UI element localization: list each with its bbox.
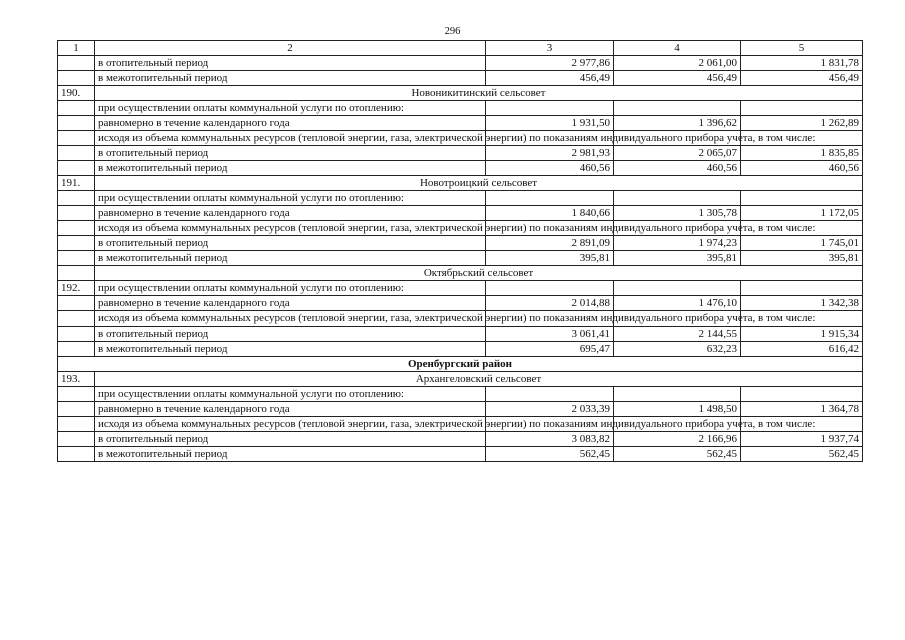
value-col-5: 1 745,01: [741, 236, 863, 251]
table-row: [58, 296, 863, 311]
value-col-5: [741, 281, 863, 296]
value-col-4: 1 305,78: [614, 206, 741, 221]
value-col-4: [614, 101, 741, 116]
row-label: равномерно в течение календарного года: [95, 401, 486, 416]
value-col-3: [486, 281, 614, 296]
value-col-4: 632,23: [614, 341, 741, 356]
value-col-5: 456,49: [741, 71, 863, 86]
row-index: [58, 221, 95, 236]
row-index: [58, 251, 95, 266]
row-label: при осуществлении оплаты коммунальной услуги по отоплению:: [95, 191, 486, 206]
value-col-5: 616,42: [741, 341, 863, 356]
value-col-3: 2 981,93: [486, 146, 614, 161]
row-label: при осуществлении оплаты коммунальной услуги по отоплению:: [95, 281, 486, 296]
table-row: [58, 326, 863, 341]
table-row: [58, 386, 863, 401]
value-col-4: 562,45: [614, 446, 741, 461]
section-title: Новоникитинский сельсовет: [95, 86, 863, 101]
value-col-5: 1 831,78: [741, 56, 863, 71]
table-row: [58, 416, 863, 431]
value-col-4: 1 396,62: [614, 116, 741, 131]
row-label: в межотопительный период: [95, 341, 486, 356]
header-col-4: 4: [614, 41, 741, 56]
row-label: в отопительный период: [95, 326, 486, 341]
value-col-5: 1 364,78: [741, 401, 863, 416]
row-index: [58, 386, 95, 401]
value-col-4: 2 144,55: [614, 326, 741, 341]
row-index: [58, 146, 95, 161]
table-row: [58, 146, 863, 161]
row-index: [58, 296, 95, 311]
row-index: [58, 431, 95, 446]
row-index: [58, 191, 95, 206]
row-label: равномерно в течение календарного года: [95, 206, 486, 221]
row-label: в межотопительный период: [95, 161, 486, 176]
value-col-4: 395,81: [614, 251, 741, 266]
section-index: 193.: [58, 371, 95, 386]
table-row: [58, 71, 863, 86]
row-label: равномерно в течение календарного года: [95, 116, 486, 131]
table-row: [58, 131, 863, 146]
row-index: 192.: [58, 281, 95, 296]
header-col-5: 5: [741, 41, 863, 56]
value-col-5: 1 937,74: [741, 431, 863, 446]
value-col-5: 1 262,89: [741, 116, 863, 131]
value-col-3: 456,49: [486, 71, 614, 86]
value-col-3: [486, 101, 614, 116]
table-row: [58, 206, 863, 221]
value-col-5: [741, 191, 863, 206]
header-col-1: 1: [58, 41, 95, 56]
row-label: в межотопительный период: [95, 71, 486, 86]
value-col-3: 395,81: [486, 251, 614, 266]
row-label: в межотопительный период: [95, 446, 486, 461]
value-col-4: 1 974,23: [614, 236, 741, 251]
section-title: Архангеловский сельсовет: [95, 371, 863, 386]
row-index: [58, 311, 95, 326]
table-row: [58, 221, 863, 236]
table-body: [58, 41, 863, 462]
row-index: [58, 131, 95, 146]
value-col-5: 1 835,85: [741, 146, 863, 161]
row-index: [58, 101, 95, 116]
row-index: [58, 56, 95, 71]
section-row: [58, 86, 863, 101]
row-label: исходя из объема коммунальных ресурсов (тепловой энергии, газа, электрической энергии) по показаниям индивидуального прибора учета, в том числе:: [95, 416, 486, 431]
district-title: Оренбургский район: [58, 356, 863, 371]
value-col-4: 460,56: [614, 161, 741, 176]
value-col-5: [741, 386, 863, 401]
row-label: исходя из объема коммунальных ресурсов (тепловой энергии, газа, электрической энергии) по показаниям индивидуального прибора учета, в том числе:: [95, 131, 486, 146]
value-col-5: [741, 101, 863, 116]
table-row: [58, 431, 863, 446]
row-index: [58, 401, 95, 416]
value-col-3: 2 891,09: [486, 236, 614, 251]
value-col-3: 3 061,41: [486, 326, 614, 341]
row-index: [58, 116, 95, 131]
row-label: в отопительный период: [95, 146, 486, 161]
value-col-4: [614, 191, 741, 206]
row-index: [58, 341, 95, 356]
table-row: [58, 341, 863, 356]
section-row: [58, 371, 863, 386]
value-col-3: 2 977,86: [486, 56, 614, 71]
section-index: 191.: [58, 176, 95, 191]
row-index: [58, 236, 95, 251]
value-col-3: 460,56: [486, 161, 614, 176]
section-index: 190.: [58, 86, 95, 101]
row-index: [58, 206, 95, 221]
row-label: при осуществлении оплаты коммунальной услуги по отоплению:: [95, 101, 486, 116]
value-col-4: 2 061,00: [614, 56, 741, 71]
section-title: Новотроицкий сельсовет: [95, 176, 863, 191]
value-col-3: 1 840,66: [486, 206, 614, 221]
table-row: [58, 281, 863, 296]
value-col-4: 1 476,10: [614, 296, 741, 311]
table-row: [58, 401, 863, 416]
value-col-3: 2 014,88: [486, 296, 614, 311]
value-col-5: 460,56: [741, 161, 863, 176]
table-row: [58, 446, 863, 461]
row-label: исходя из объема коммунальных ресурсов (тепловой энергии, газа, электрической энергии) по показаниям индивидуального прибора учета, в том числе:: [95, 221, 486, 236]
value-col-3: 695,47: [486, 341, 614, 356]
row-index: [58, 71, 95, 86]
table-row: [58, 311, 863, 326]
table-row: [58, 236, 863, 251]
page-number: 296: [444, 26, 461, 37]
section-index: [58, 266, 95, 281]
row-label: в отопительный период: [95, 431, 486, 446]
value-col-5: 1 915,34: [741, 326, 863, 341]
tariff-table: [57, 40, 863, 462]
value-col-4: [614, 386, 741, 401]
section-row: [58, 266, 863, 281]
header-row: [58, 41, 863, 56]
section-row: [58, 176, 863, 191]
value-col-4: 456,49: [614, 71, 741, 86]
row-index: [58, 416, 95, 431]
row-label: равномерно в течение календарного года: [95, 296, 486, 311]
row-label: исходя из объема коммунальных ресурсов (тепловой энергии, газа, электрической энергии) по показаниям индивидуального прибора учета, в том числе:: [95, 311, 486, 326]
district-row: [58, 356, 863, 371]
value-col-3: 3 083,82: [486, 431, 614, 446]
row-index: [58, 161, 95, 176]
row-label: при осуществлении оплаты коммунальной услуги по отоплению:: [95, 386, 486, 401]
table-row: [58, 161, 863, 176]
table-row: [58, 116, 863, 131]
table-row: [58, 191, 863, 206]
value-col-4: 2 166,96: [614, 431, 741, 446]
value-col-4: 2 065,07: [614, 146, 741, 161]
row-label: в межотопительный период: [95, 251, 486, 266]
row-label: в отопительный период: [95, 56, 486, 71]
value-col-5: 1 342,38: [741, 296, 863, 311]
table-row: [58, 56, 863, 71]
table-row: [58, 251, 863, 266]
row-index: [58, 446, 95, 461]
row-label: в отопительный период: [95, 236, 486, 251]
value-col-4: 1 498,50: [614, 401, 741, 416]
value-col-4: [614, 281, 741, 296]
value-col-3: 1 931,50: [486, 116, 614, 131]
value-col-3: 2 033,39: [486, 401, 614, 416]
header-col-3: 3: [486, 41, 614, 56]
value-col-5: 562,45: [741, 446, 863, 461]
header-col-2: 2: [95, 41, 486, 56]
value-col-3: [486, 191, 614, 206]
table-row: [58, 101, 863, 116]
section-title: Октябрьский сельсовет: [95, 266, 863, 281]
value-col-5: 395,81: [741, 251, 863, 266]
value-col-3: [486, 386, 614, 401]
value-col-5: 1 172,05: [741, 206, 863, 221]
row-index: [58, 326, 95, 341]
value-col-3: 562,45: [486, 446, 614, 461]
